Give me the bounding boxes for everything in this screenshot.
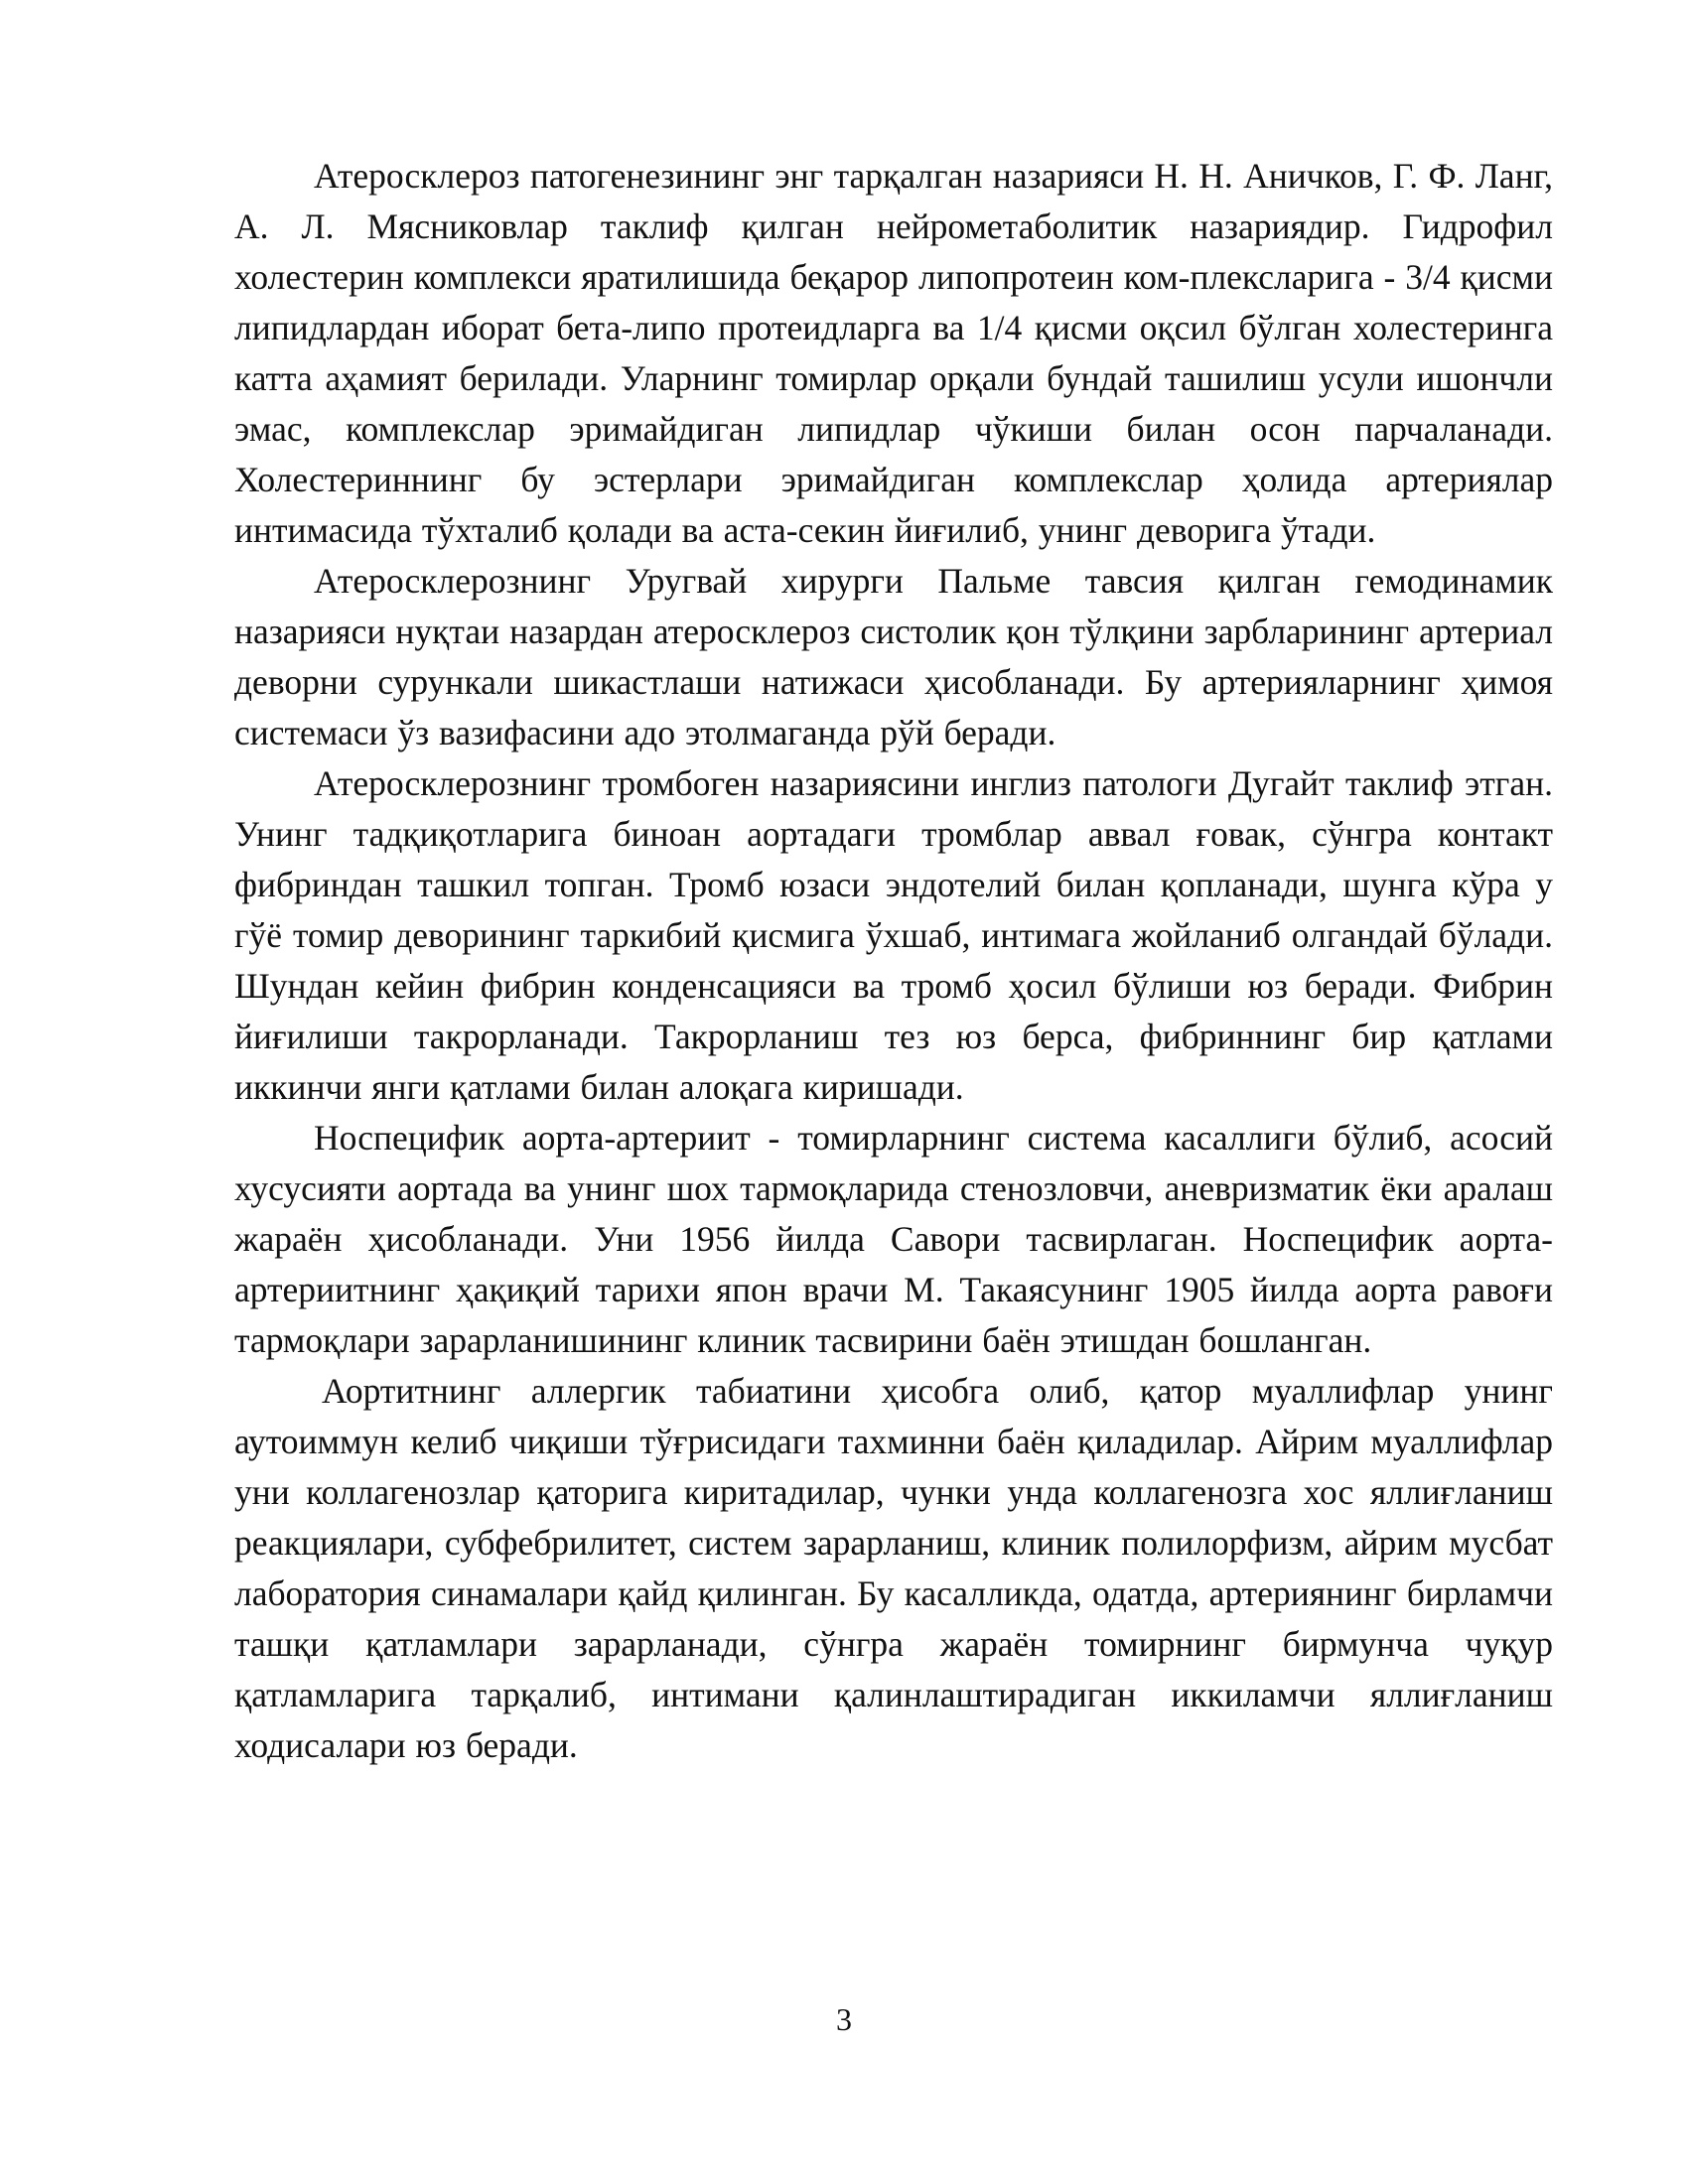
page-body — [234, 151, 1553, 1771]
paragraph-aortitis-allergic-nature: Аортитнинг аллергик табиатини ҳисобга олиб, қатор муаллифлар унинг аутоиммун келиб чиқиши тўғрисидаги тахминни баён қиладилар. Айрим муаллифлар уни коллагенозлар қаторига киритадилар, чунки унда коллагенозга хос яллиғланиш реакциялари, субфебрилитет, систем зарарланиш, клиник полилорфизм, айрим мусбат лаборатория синамалари қайд қилинган. Бу касалликда, одатда, артериянинг бирламчи ташқи қатламлари зарарланади, сўнгра жараён томирнинг бирмунча чуқур қатламларига тарқалиб, интимани қалинлаштирадиган иккиламчи яллиғланиш ходисалари юз беради. — [234, 1371, 1553, 1765]
paragraph-thrombogenic-theory: Атеросклерознинг тромбоген назариясини инглиз патологи Дугайт таклиф этган. Унинг тадқиқотларига биноан аортадаги тромблар аввал ғовак, сўнгра контакт фибриндан ташкил топган. Тромб юзаси эндотелий билан қопланади, шунга кўра у гўё томир деворининг таркибий қисмига ўхшаб, интимага жойланиб олгандай бўлади. Шундан кейин фибрин конденсацияси ва тромб ҳосил бўлиши юз беради. Фибрин йиғилиши такрорланади. Такрорланиш тез юз берса, фибриннинг бир қатлами иккинчи янги қатлами билан алоқага киришади. — [234, 763, 1553, 1107]
paragraph-hemodynamic-theory: Атеросклерознинг Уругвай хирурги Пальме тавсия қилган гемодинамик назарияси нуқтаи назардан атеросклероз систолик қон тўлқини зарбларининг артериал деворни сурункали шикастлаши натижаси ҳисобланади. Бу артерияларнинг ҳимоя системаси ўз вазифасини адо этолмаганда рўй беради. — [234, 561, 1553, 752]
page-number: 3 — [836, 2001, 852, 2037]
paragraph-nonspecific-aortoarteritis: Носпецифик аорта-артериит - томирларнинг система касаллиги бўлиб, асосий хусусияти аортада ва унинг шох тармоқларида стенозловчи, аневризматик ёки аралаш жараён ҳисобланади. Уни 1956 йилда Савори тасвирлаган. Носпецифик аорта-артериитнинг ҳақиқий тарихи япон врачи М. Такаясунинг 1905 йилда аорта равоғи тармоқлари зарарланишининг клиник тасвирини баён этишдан бошланган. — [234, 1118, 1553, 1360]
paragraph-neurometabolic-theory: Атеросклероз патогенезининг энг тарқалган назарияси Н. Н. Аничков, Г. Ф. Ланг, А. Л. Мясниковлар таклиф қилган нейрометаболитик назариядир. Гидрофил холестерин комплекси яратилишида беқарор липопротеин ком-плексларига - 3/4 қисми липидлардан иборат бета-липо протеидларга ва 1/4 қисми оқсил бўлган холестеринга катта аҳамият берилади. Уларнинг томирлар орқали бундай ташилиш усули ишончли эмас, комплекслар эримайдиган липидлар чўкиши билан осон парчаланади. Холестериннинг бу эстерлари эримайдиган комплекслар ҳолида артериялар интимасида тўхталиб қолади ва аста-секин йиғилиб, унинг деворига ўтади. — [234, 156, 1553, 550]
